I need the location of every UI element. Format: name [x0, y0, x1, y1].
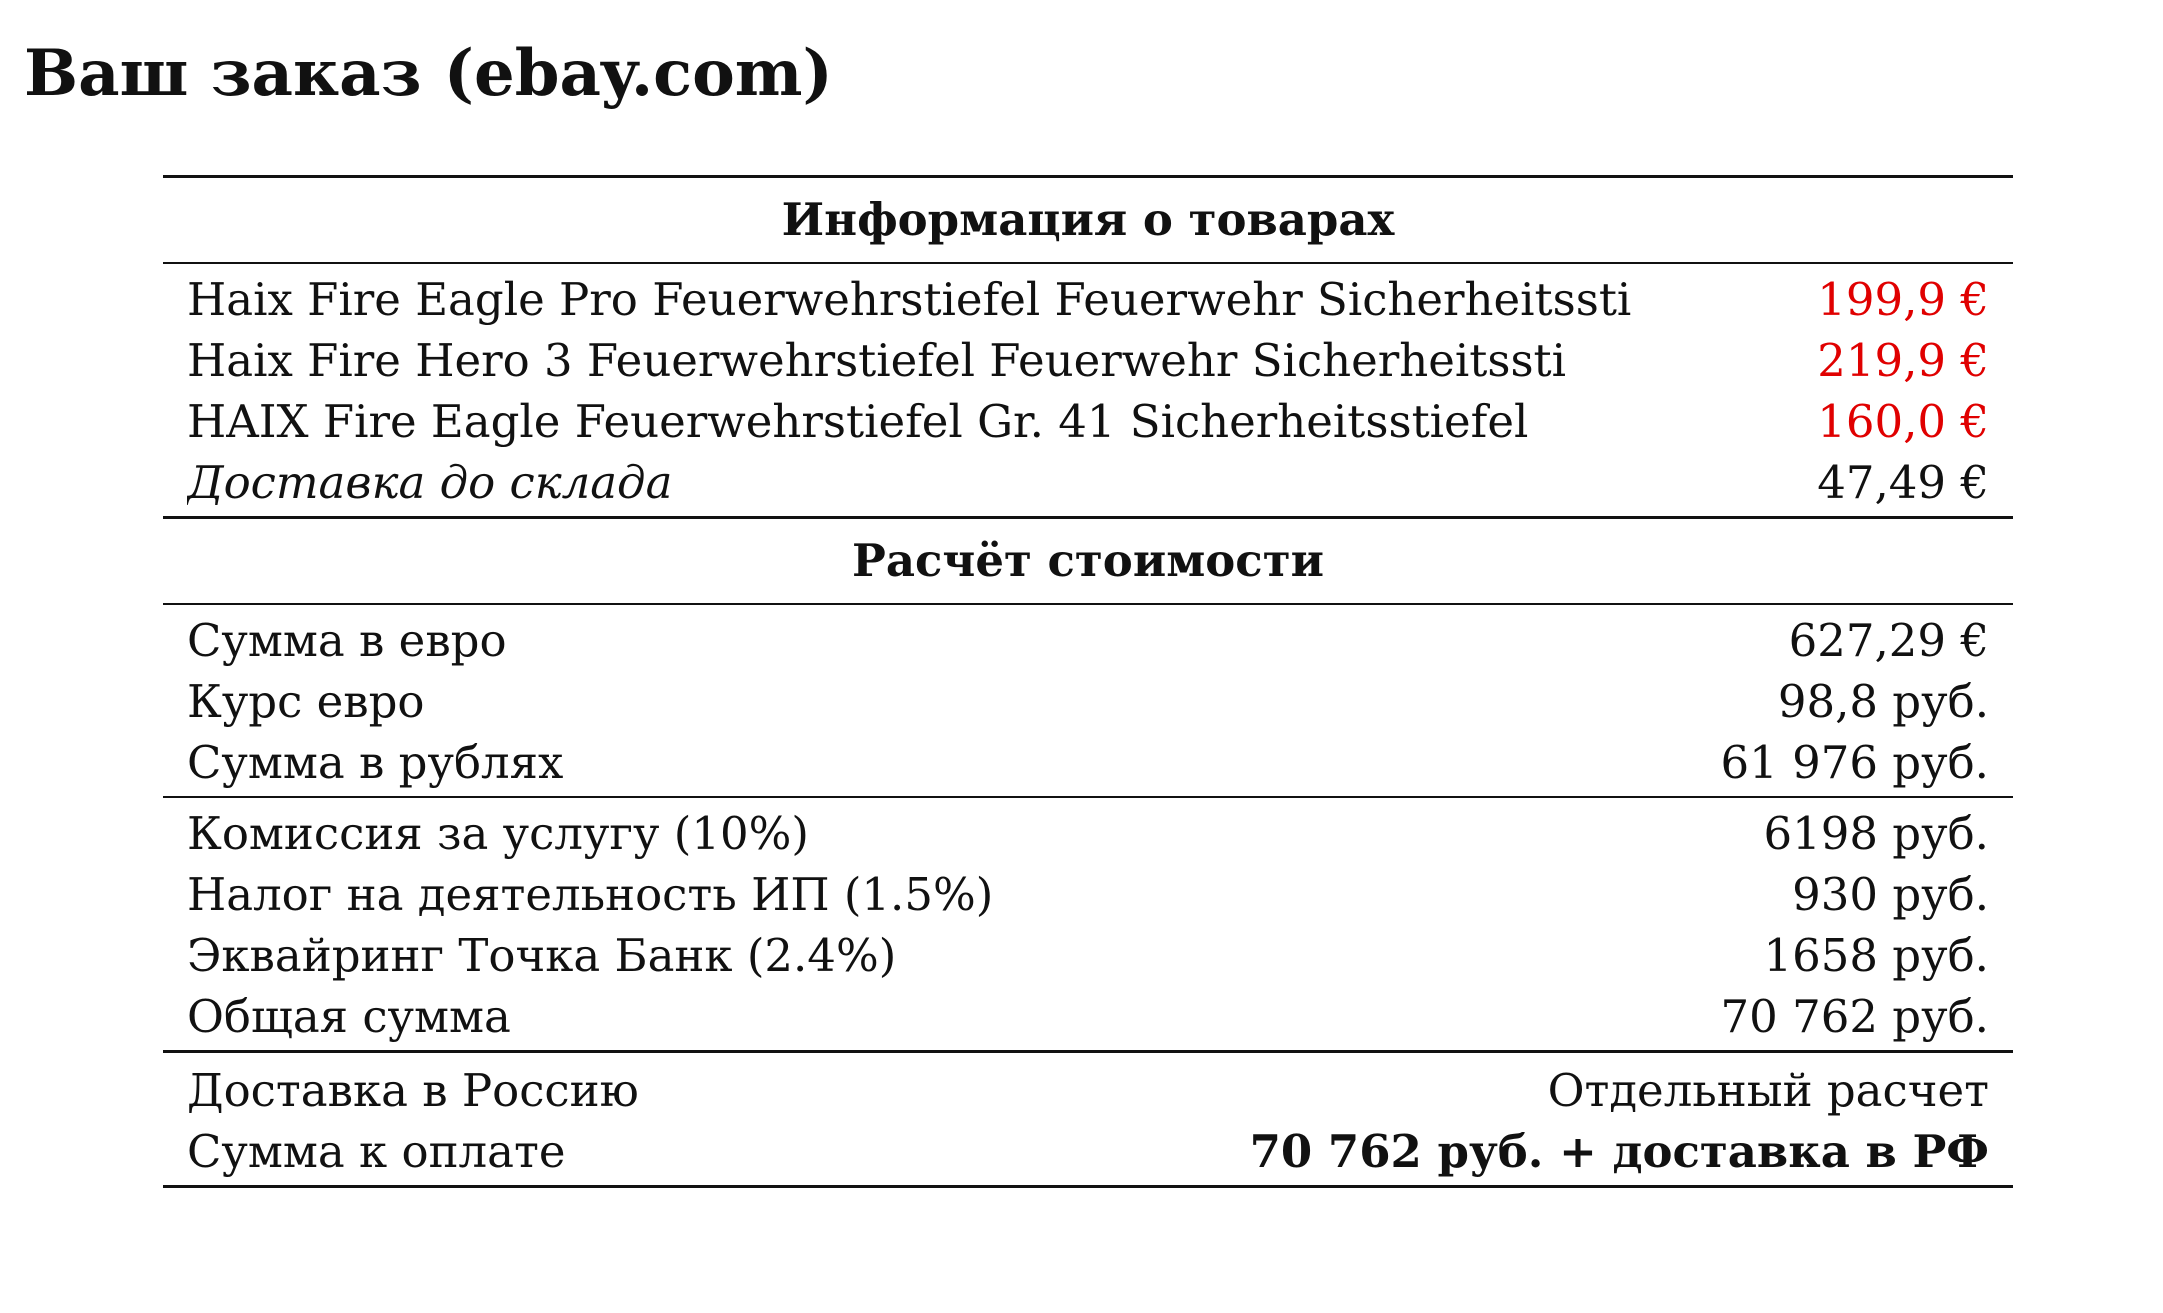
fees-group: [163, 798, 2013, 1050]
row-label: Общая сумма: [187, 990, 511, 1043]
row-label: Комиссия за услугу (10%): [187, 807, 809, 860]
sum-rub-row: [163, 732, 2013, 793]
acquiring-row: [163, 925, 2013, 986]
section-title-items: Информация о товарах: [781, 193, 1395, 246]
row-value: Отдельный расчет: [1547, 1064, 1989, 1117]
row-label: Налог на деятельность ИП (1.5%): [187, 868, 994, 921]
calculation-group: [163, 605, 2013, 796]
item-row: [163, 269, 2013, 330]
item-name: HAIX Fire Eagle Feuerwehrstiefel Gr. 41 Sicherheitsstiefel: [187, 395, 1529, 448]
warehouse-delivery-row: [163, 452, 2013, 513]
total-row: [163, 986, 2013, 1047]
row-value: 627,29 €: [1788, 614, 1989, 667]
page-title: Ваш заказ (ebay.com): [24, 36, 833, 111]
item-row: [163, 391, 2013, 452]
warehouse-delivery-label: Доставка до склада: [187, 456, 673, 509]
row-label: Сумма к оплате: [187, 1125, 566, 1178]
row-value: 6198 руб.: [1763, 807, 1989, 860]
row-label: Эквайринг Точка Банк (2.4%): [187, 929, 897, 982]
row-label: Сумма в евро: [187, 614, 507, 667]
amount-due-row: [163, 1121, 2013, 1182]
sum-euro-row: [163, 610, 2013, 671]
row-value: 70 762 руб.: [1720, 990, 1989, 1043]
row-label: Сумма в рублях: [187, 736, 564, 789]
row-value: 930 руб.: [1792, 868, 1989, 921]
amount-due-value: 70 762 руб. + доставка в РФ: [1249, 1125, 1989, 1178]
item-price: 199,9 €: [1817, 273, 1989, 326]
item-name: Haix Fire Eagle Pro Feuerwehrstiefel Feuerwehr Sicherheitssti: [187, 273, 1632, 326]
warehouse-delivery-value: 47,49 €: [1817, 456, 1989, 509]
section-title-calculation: Расчёт стоимости: [852, 534, 1324, 587]
order-summary-table: [163, 175, 2013, 1188]
row-label: Курс евро: [187, 675, 425, 728]
item-price: 219,9 €: [1817, 334, 1989, 387]
items-group: [163, 264, 2013, 516]
row-value: 1658 руб.: [1763, 929, 1989, 982]
row-value: 61 976 руб.: [1720, 736, 1989, 789]
bottom-rule: [163, 1185, 2013, 1188]
final-group: [163, 1053, 2013, 1185]
tax-row: [163, 864, 2013, 925]
item-name: Haix Fire Hero 3 Feuerwehrstiefel Feuerwehr Sicherheitssti: [187, 334, 1567, 387]
service-fee-row: [163, 803, 2013, 864]
euro-rate-row: [163, 671, 2013, 732]
row-label: Доставка в Россию: [187, 1064, 639, 1117]
row-value: 98,8 руб.: [1777, 675, 1989, 728]
item-row: [163, 330, 2013, 391]
item-price: 160,0 €: [1817, 395, 1989, 448]
russia-delivery-row: [163, 1060, 2013, 1121]
